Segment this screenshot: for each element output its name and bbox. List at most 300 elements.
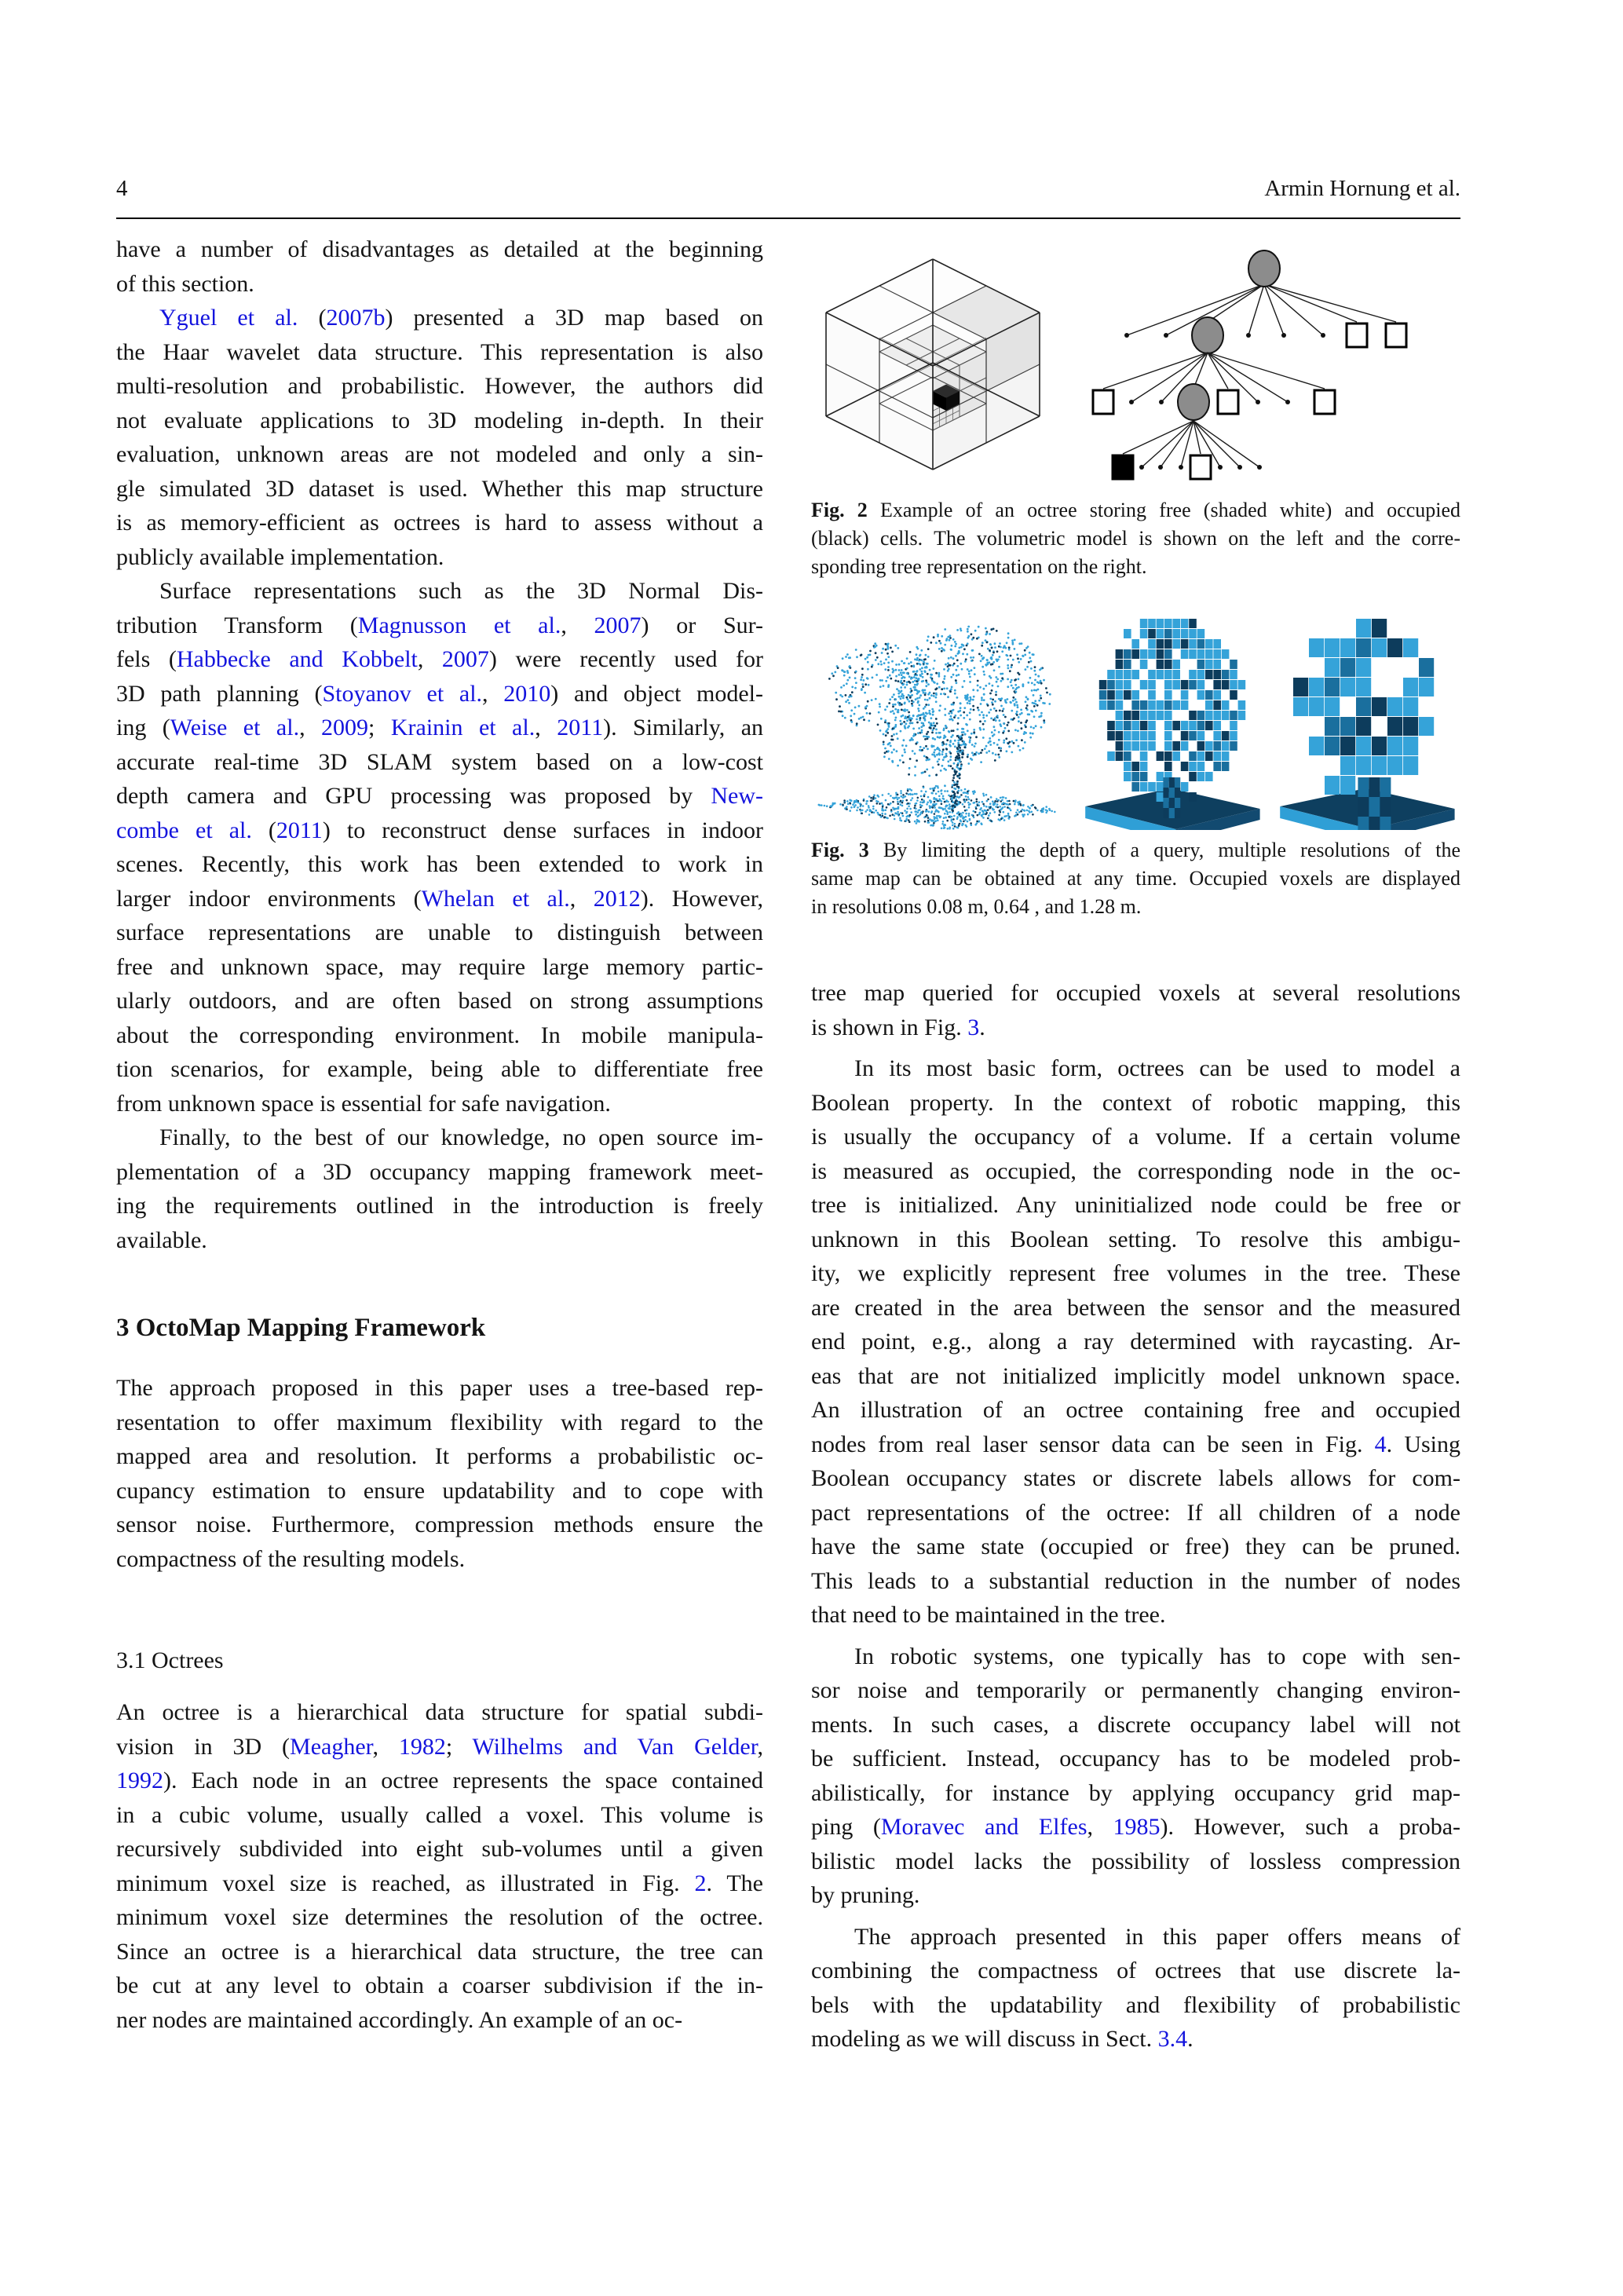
- text-line: [811, 976, 1460, 1011]
- ground-point: [960, 821, 963, 823]
- canopy-point: [1022, 683, 1025, 686]
- occupied-voxel: [1157, 711, 1164, 720]
- citation-link[interactable]: Krainin et al.: [390, 715, 536, 740]
- canopy-point: [1003, 714, 1005, 716]
- canopy-point: [927, 673, 929, 675]
- occupied-voxel: [1140, 772, 1148, 781]
- canopy-point: [1033, 689, 1036, 692]
- ground-point: [971, 799, 973, 802]
- canopy-point: [878, 711, 880, 714]
- ground-point: [958, 796, 960, 799]
- canopy-point: [983, 688, 985, 690]
- canopy-point: [952, 702, 955, 704]
- canopy-point: [943, 688, 945, 690]
- canopy-point: [932, 729, 934, 732]
- trunk-point: [952, 810, 954, 812]
- canopy-point: [972, 689, 974, 691]
- canopy-point: [902, 762, 905, 764]
- canopy-point: [952, 638, 955, 641]
- occupied-voxel: [1197, 721, 1205, 730]
- ground-point: [928, 821, 930, 824]
- canopy-point: [979, 686, 981, 689]
- canopy-point: [894, 698, 897, 700]
- occupied-voxel: [1124, 680, 1131, 689]
- occupied-voxel: [1197, 639, 1205, 649]
- canopy-point: [919, 675, 922, 677]
- citation-link[interactable]: Weise et al.: [170, 715, 300, 740]
- canopy-point: [897, 765, 899, 767]
- fig3-panel-voxels-064m: [1077, 612, 1265, 830]
- canopy-point: [950, 656, 952, 659]
- occupied-voxel: [1131, 700, 1139, 710]
- canopy-point: [1040, 695, 1042, 697]
- canopy-point: [890, 647, 892, 649]
- canopy-point: [913, 676, 916, 678]
- canopy-point: [956, 729, 959, 731]
- ground-point: [857, 802, 860, 804]
- canopy-point: [944, 675, 946, 678]
- ground-point: [938, 815, 941, 817]
- canopy-point: [937, 736, 939, 738]
- trunk-voxel: [1380, 817, 1391, 830]
- occupied-voxel: [1157, 649, 1164, 659]
- text-line: [116, 1155, 763, 1190]
- ground-point: [1054, 811, 1056, 813]
- canopy-point: [953, 663, 956, 665]
- canopy-point: [949, 639, 951, 642]
- citation-link[interactable]: 2007: [441, 646, 489, 672]
- occupied-voxel: [1181, 741, 1189, 751]
- ground-point: [856, 810, 858, 812]
- citation-link[interactable]: Stoyanov et al.: [322, 680, 483, 707]
- text-segment: ularly outdoors, and are often based on strong assumptions: [116, 988, 763, 1014]
- ground-point: [950, 820, 952, 822]
- text-line: [811, 1393, 1460, 1428]
- canopy-point: [902, 695, 905, 697]
- citation-link[interactable]: 3: [967, 1014, 980, 1040]
- canopy-point: [1011, 639, 1014, 642]
- occupied-voxel: [1213, 751, 1221, 761]
- canopy-point: [966, 715, 968, 717]
- ground-point: [920, 811, 923, 813]
- text-segment: . The: [706, 1870, 763, 1896]
- citation-link[interactable]: Whelan et al.: [421, 885, 570, 912]
- canopy-point: [886, 728, 889, 730]
- occupied-voxel: [1164, 721, 1172, 730]
- trunk-point: [952, 801, 954, 803]
- text-segment: minimum voxel size is reached, as illustrated in Fig.: [116, 1870, 695, 1896]
- ground-point: [964, 819, 967, 821]
- occupied-voxel: [1403, 678, 1418, 696]
- canopy-point: [832, 675, 835, 677]
- canopy-point: [1013, 718, 1015, 720]
- occupied-voxel: [1131, 639, 1139, 649]
- canopy-point: [848, 702, 850, 704]
- canopy-point: [916, 657, 919, 660]
- canopy-point: [989, 649, 991, 652]
- ground-point: [912, 793, 914, 795]
- text-line: [116, 779, 763, 813]
- canopy-point: [1005, 737, 1007, 740]
- canopy-point: [928, 759, 930, 761]
- canopy-point: [956, 659, 959, 661]
- citation-link[interactable]: 2010: [503, 680, 551, 707]
- occupied-voxel: [1148, 700, 1156, 710]
- citation-link[interactable]: Meagher: [290, 1733, 373, 1760]
- canopy-point: [868, 684, 870, 686]
- trunk-point: [963, 743, 966, 745]
- figure3-caption: [811, 836, 1460, 921]
- ground-point: [870, 797, 872, 799]
- canopy-point: [994, 700, 996, 703]
- ground-point: [933, 790, 935, 792]
- canopy-point: [1008, 741, 1011, 744]
- canopy-point: [855, 649, 857, 651]
- canopy-point: [1049, 693, 1051, 696]
- trunk-voxel: [1163, 788, 1168, 798]
- canopy-point: [880, 718, 883, 720]
- occupied-voxel: [1213, 660, 1221, 669]
- citation-link[interactable]: 1985: [1113, 1814, 1161, 1840]
- ground-point: [942, 798, 945, 800]
- trunk-point: [953, 794, 956, 796]
- canopy-point: [885, 734, 887, 737]
- canopy-point: [1040, 697, 1042, 700]
- canopy-point: [917, 732, 919, 734]
- canopy-point: [972, 637, 974, 639]
- ground-point: [912, 797, 914, 799]
- canopy-point: [927, 663, 929, 665]
- canopy-point: [952, 657, 955, 660]
- ground-point: [906, 808, 908, 810]
- canopy-point: [1013, 742, 1015, 744]
- canopy-point: [970, 656, 972, 659]
- canopy-point: [914, 686, 916, 689]
- trunk-point: [955, 788, 957, 790]
- canopy-point: [924, 667, 927, 669]
- canopy-point: [935, 732, 938, 734]
- text-line: [116, 1730, 763, 1764]
- canopy-point: [899, 759, 901, 762]
- text-segment: ). However, such a proba-: [1160, 1814, 1460, 1840]
- occupied-voxel: [1189, 731, 1197, 740]
- ground-point: [868, 795, 871, 798]
- occupied-voxel: [1372, 737, 1387, 755]
- ground-point: [1014, 803, 1016, 806]
- ground-point: [975, 807, 978, 810]
- figure2-illustration: [811, 243, 1460, 484]
- occupied-voxel: [1325, 697, 1340, 716]
- canopy-point: [1022, 655, 1024, 657]
- tree-free-leaf: [1190, 455, 1211, 479]
- canopy-point: [992, 685, 994, 687]
- canopy-point: [875, 674, 878, 676]
- canopy-point: [938, 754, 941, 756]
- canopy-point: [1027, 698, 1029, 700]
- ground-point: [856, 800, 858, 803]
- text-segment: is as memory-efficient as octrees is hard to assess without a: [116, 510, 763, 536]
- canopy-point: [1011, 664, 1013, 667]
- ground-point: [994, 811, 996, 813]
- occupied-voxel: [1372, 619, 1387, 638]
- ground-point: [863, 799, 865, 802]
- canopy-point: [1007, 632, 1010, 634]
- ground-point: [886, 806, 888, 809]
- trunk-point: [949, 808, 951, 810]
- ground-point: [914, 793, 916, 795]
- citation-link[interactable]: 2009: [321, 715, 369, 740]
- canopy-point: [943, 768, 945, 770]
- canopy-point: [934, 749, 936, 751]
- canopy-point: [896, 688, 898, 690]
- citation-link[interactable]: 1992: [116, 1768, 163, 1793]
- trunk-point: [959, 777, 961, 780]
- text-line: [116, 745, 763, 780]
- text-segment: nodes from real laser sensor data can be seen in Fig.: [811, 1431, 1375, 1457]
- canopy-point: [1032, 733, 1034, 735]
- canopy-point: [1000, 697, 1003, 700]
- canopy-point: [916, 759, 918, 762]
- occupied-voxel: [1157, 772, 1164, 781]
- canopy-point: [1025, 696, 1028, 698]
- canopy-point: [961, 668, 963, 671]
- ground-point: [958, 803, 960, 806]
- ground-point: [889, 815, 891, 817]
- canopy-point: [891, 751, 894, 754]
- canopy-point: [890, 745, 892, 748]
- canopy-point: [963, 707, 966, 709]
- occupied-voxel: [1164, 731, 1172, 740]
- ground-point: [854, 806, 856, 809]
- citation-link[interactable]: Habbecke and Kobbelt: [176, 646, 418, 672]
- occupied-voxel: [1116, 680, 1124, 689]
- citation-link[interactable]: Yguel et al.: [159, 305, 298, 331]
- citation-link[interactable]: 2: [694, 1870, 707, 1896]
- occupied-voxel: [1403, 717, 1418, 736]
- ground-point: [944, 827, 946, 829]
- citation-link[interactable]: Wilhelms and Van Gelder: [472, 1733, 758, 1760]
- canopy-point: [901, 704, 903, 706]
- canopy-point: [993, 726, 996, 728]
- canopy-point: [1038, 700, 1040, 702]
- canopy-point: [1034, 666, 1036, 668]
- canopy-point: [987, 648, 989, 650]
- text-line: [811, 1291, 1460, 1325]
- occupied-voxel: [1124, 711, 1131, 720]
- canopy-point: [935, 693, 938, 696]
- text-segment: sensor noise. Furthermore, compression methods ensure the: [116, 1512, 763, 1537]
- ground-point: [937, 800, 939, 803]
- ground-point: [944, 790, 946, 792]
- text-line: [116, 1052, 763, 1087]
- text-line: [811, 496, 1460, 525]
- canopy-point: [1006, 750, 1008, 752]
- citation-link[interactable]: 1982: [398, 1733, 446, 1760]
- canopy-point: [1004, 716, 1007, 718]
- canopy-point: [971, 633, 973, 635]
- ground-point: [850, 803, 852, 805]
- canopy-point: [849, 656, 851, 659]
- ground-point: [1005, 815, 1007, 817]
- ground-point: [1026, 810, 1029, 812]
- ground-point: [938, 811, 940, 813]
- occupied-voxel: [1107, 680, 1115, 689]
- canopy-point: [985, 751, 988, 754]
- ground-point: [934, 801, 936, 803]
- canopy-point: [1027, 682, 1029, 684]
- canopy-point: [966, 653, 968, 656]
- canopy-point: [920, 671, 923, 673]
- occupied-voxel: [1099, 700, 1107, 710]
- text-line: [116, 1223, 763, 1258]
- occupied-voxel: [1197, 772, 1205, 781]
- ground-point: [910, 811, 912, 813]
- text-segment: .: [1187, 2026, 1193, 2052]
- occupied-voxel: [1148, 721, 1156, 730]
- text-line: [811, 1640, 1460, 1674]
- canopy-point: [861, 654, 863, 656]
- occupied-voxel: [1131, 762, 1139, 771]
- tree-unknown-endpoint: [1179, 465, 1183, 470]
- header-rule: [116, 218, 1460, 219]
- canopy-point: [935, 718, 938, 720]
- tree-edge: [1264, 284, 1323, 335]
- canopy-point: [959, 647, 961, 649]
- canopy-point: [1001, 677, 1003, 679]
- canopy-point: [1016, 704, 1018, 707]
- citation-link[interactable]: combe et al.: [116, 817, 252, 843]
- ground-point: [873, 794, 875, 796]
- canopy-point: [914, 684, 916, 686]
- text-line: [116, 1832, 763, 1866]
- ground-point: [847, 803, 850, 805]
- occupied-voxel: [1140, 619, 1148, 628]
- canopy-point: [1017, 729, 1019, 732]
- text-segment: .: [979, 1014, 985, 1040]
- ground-point: [860, 810, 862, 812]
- ground-point: [854, 800, 856, 803]
- canopy-point: [946, 687, 949, 689]
- ground-point: [934, 821, 937, 823]
- ground-point: [921, 799, 923, 801]
- ground-point: [995, 806, 997, 808]
- canopy-point: [984, 748, 986, 750]
- citation-link[interactable]: New-: [711, 783, 763, 809]
- canopy-point: [981, 658, 984, 660]
- canopy-point: [952, 734, 954, 737]
- occupied-voxel: [1131, 711, 1139, 720]
- ground-point: [923, 801, 926, 803]
- ground-point: [908, 793, 910, 795]
- occupied-voxel: [1205, 721, 1213, 730]
- ground-point: [974, 791, 976, 793]
- canopy-point: [909, 651, 912, 653]
- citation-link[interactable]: 2011: [557, 715, 604, 740]
- occupied-voxel: [1230, 690, 1237, 700]
- text-segment: ) to reconstruct dense surfaces in indoor: [322, 817, 763, 843]
- citation-link[interactable]: 2007: [594, 612, 642, 638]
- canopy-point: [904, 726, 906, 729]
- canopy-point: [1006, 655, 1008, 657]
- canopy-point: [919, 717, 922, 719]
- ground-point: [919, 806, 922, 809]
- ground-point: [945, 806, 947, 808]
- canopy-point: [1031, 682, 1033, 685]
- citation-link[interactable]: 2007b: [326, 305, 386, 331]
- canopy-point: [1034, 679, 1036, 682]
- canopy-point: [914, 752, 916, 755]
- text-line: [116, 1508, 763, 1542]
- occupied-voxel: [1107, 751, 1115, 761]
- tree-edge: [1142, 421, 1193, 467]
- citation-link[interactable]: Magnusson et al.: [357, 612, 561, 638]
- canopy-point: [990, 628, 992, 631]
- citation-link[interactable]: Moravec and Elfes: [880, 1814, 1087, 1840]
- canopy-point: [949, 759, 952, 761]
- canopy-point: [874, 642, 876, 645]
- canopy-point: [950, 755, 952, 758]
- occupied-voxel: [1140, 762, 1148, 771]
- text-line: [811, 1086, 1460, 1121]
- canopy-point: [889, 742, 891, 744]
- text-segment: tree map queried for occupied voxels at several resolutions: [811, 980, 1460, 1006]
- text-segment: The approach proposed in this paper uses a tree-based rep-: [116, 1375, 763, 1401]
- ground-point: [937, 820, 939, 822]
- canopy-point: [969, 681, 971, 683]
- citation-link[interactable]: 4: [1374, 1431, 1387, 1457]
- tree-inner-node: [1192, 317, 1223, 353]
- occupied-voxel: [1131, 741, 1139, 751]
- canopy-point: [891, 651, 894, 653]
- ground-point: [999, 819, 1001, 821]
- canopy-point: [835, 698, 838, 700]
- text-line: [811, 1673, 1460, 1708]
- canopy-point: [1012, 700, 1014, 702]
- canopy-point: [950, 765, 952, 767]
- occupied-voxel: [1189, 629, 1197, 638]
- canopy-point: [912, 715, 915, 717]
- text-line: [811, 1359, 1460, 1394]
- citation-link[interactable]: 3.4: [1157, 2026, 1188, 2052]
- canopy-point: [995, 694, 997, 696]
- ground-point: [1005, 797, 1007, 799]
- canopy-point: [877, 724, 879, 726]
- ground-point: [852, 803, 854, 806]
- canopy-point: [906, 684, 908, 686]
- canopy-point: [1007, 698, 1009, 700]
- occupied-voxel: [1222, 670, 1230, 679]
- ground-point: [953, 815, 956, 817]
- citation-link[interactable]: 2012: [593, 885, 641, 912]
- canopy-point: [993, 742, 996, 744]
- occupied-voxel: [1181, 762, 1189, 771]
- canopy-point: [1025, 719, 1028, 722]
- canopy-point: [973, 731, 975, 733]
- ground-point: [916, 793, 918, 795]
- text-line: [116, 916, 763, 950]
- canopy-point: [898, 669, 901, 671]
- canopy-point: [912, 681, 914, 683]
- text-segment: are created in the area between the sensor and the measured: [811, 1294, 1460, 1321]
- tree-free-leaf: [1218, 390, 1238, 414]
- canopy-point: [908, 700, 911, 703]
- occupied-voxel: [1356, 756, 1371, 775]
- occupied-voxel: [1197, 751, 1205, 761]
- citation-link[interactable]: 2011: [276, 817, 323, 843]
- canopy-point: [927, 737, 929, 740]
- text-line: [116, 1866, 763, 1901]
- text-segment: in a cubic volume, usually called a voxel. This volume is: [116, 1801, 763, 1828]
